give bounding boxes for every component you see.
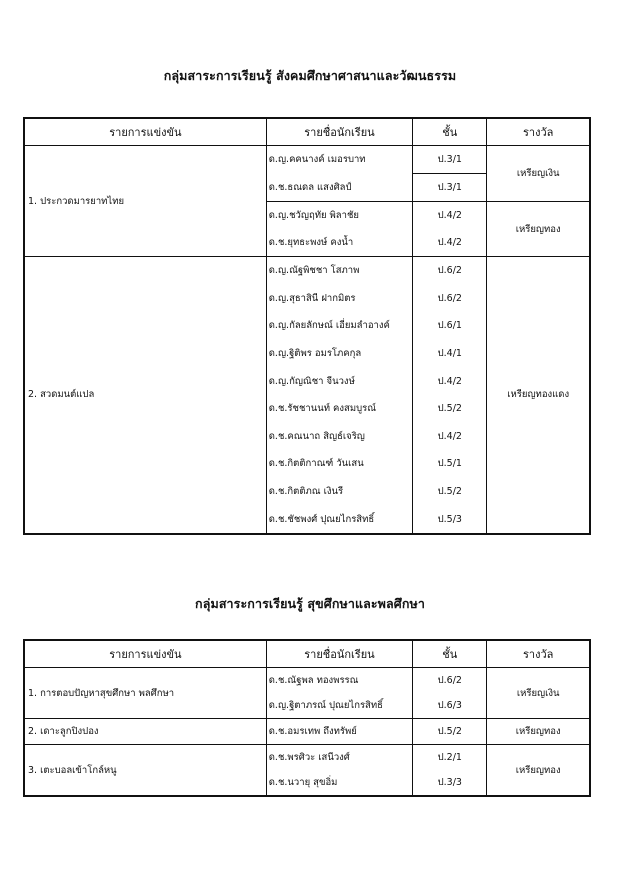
student-grade: ป.3/1 <box>413 146 487 174</box>
section1-title: กลุ่มสาระการเรียนรู้ สังคมศึกษาศาสนาและวัฒนธรรม <box>163 68 457 83</box>
award: เหรียญทอง <box>487 719 590 745</box>
student-name: ด.ญ.กัญณิชา จีนวงษ์ <box>266 367 412 395</box>
student-grade: ป.6/2 <box>413 668 487 694</box>
header-competition: รายการแข่งขัน <box>24 640 266 668</box>
student-name: ด.ญ.กัลยลักษณ์ เอี่ยมลำอางค์ <box>266 312 412 340</box>
student-name: ด.ญ.คคนางค์ เมอรบาท <box>266 146 412 174</box>
student-name: ด.ช.ชัชพงศ์ ปุณยไกรสิทธิ์ <box>266 505 412 534</box>
student-name: ด.ช.ณัฐพล ทองพรรณ <box>266 668 412 694</box>
competition-name: 1. การตอบปัญหาสุขศึกษา พลศึกษา <box>24 668 266 719</box>
table-row <box>24 719 590 745</box>
section2-title: กลุ่มสาระการเรียนรู้ สุขศึกษาและพลศึกษา <box>195 596 425 611</box>
header-student-name: รายชื่อนักเรียน <box>266 118 412 146</box>
section2-table <box>23 639 591 797</box>
header-award: รางวัล <box>487 118 590 146</box>
header-grade: ชั้น <box>413 640 487 668</box>
header-grade: ชั้น <box>413 118 487 146</box>
student-grade: ป.2/1 <box>413 745 487 771</box>
student-grade: ป.6/3 <box>413 693 487 719</box>
student-name: ด.ญ.ฐิติพร อมรโภคกุล <box>266 340 412 368</box>
student-name: ด.ช.กิตติกาณฑ์ วันเสน <box>266 450 412 478</box>
table-row <box>24 257 590 285</box>
student-name: ด.ช.พรศิวะ เสนีวงศ์ <box>266 745 412 771</box>
section1-table <box>23 117 591 535</box>
header-competition: รายการแข่งขัน <box>24 118 266 146</box>
table-header-row <box>24 640 590 668</box>
student-grade: ป.5/1 <box>413 450 487 478</box>
student-grade: ป.6/1 <box>413 312 487 340</box>
student-grade: ป.4/2 <box>413 229 487 257</box>
table-header-row <box>24 118 590 146</box>
student-name: ด.ช.อมรเทพ ถึงทรัพย์ <box>266 719 412 745</box>
student-grade: ป.4/1 <box>413 340 487 368</box>
header-award: รางวัล <box>487 640 590 668</box>
student-grade: ป.6/2 <box>413 257 487 285</box>
student-grade: ป.5/2 <box>413 478 487 506</box>
award: เหรียญทอง <box>487 745 590 797</box>
student-grade: ป.5/3 <box>413 505 487 534</box>
table-row <box>24 146 590 174</box>
award: เหรียญเงิน <box>487 668 590 719</box>
competition-name: 2. เดาะลูกปิงปอง <box>24 719 266 745</box>
student-grade: ป.4/2 <box>413 423 487 451</box>
student-grade: ป.4/2 <box>413 202 487 230</box>
award: เหรียญทองแดง <box>487 257 590 534</box>
student-grade: ป.6/2 <box>413 285 487 313</box>
competition-name: 1. ประกวดมารยาทไทย <box>24 146 266 257</box>
student-name: ด.ญ.สุธาสินี ฝากมิตร <box>266 285 412 313</box>
student-name: ด.ญ.ชวัญฤทัย พิลาชัย <box>266 202 412 230</box>
table-row <box>24 745 590 771</box>
header-student-name: รายชื่อนักเรียน <box>266 640 412 668</box>
competition-name: 3. เตะบอลเข้าโกล์หนู <box>24 745 266 797</box>
table-row <box>24 668 590 694</box>
student-name: ด.ช.นวายุ สุขอิ่ม <box>266 770 412 796</box>
competition-name: 2. สวดมนต์แปล <box>24 257 266 534</box>
student-name: ด.ช.กิตติภณ เงินรี <box>266 478 412 506</box>
student-name: ด.ช.ธณดล แสงศิลป์ <box>266 174 412 202</box>
student-grade: ป.5/2 <box>413 719 487 745</box>
award: เหรียญทอง <box>487 202 590 257</box>
student-grade: ป.3/1 <box>413 174 487 202</box>
student-grade: ป.3/3 <box>413 770 487 796</box>
student-name: ด.ญ.ฐิตาภรณ์ ปุณยไกรสิทธิ์ <box>266 693 412 719</box>
student-name: ด.ญ.ณัฐพิชชา โสภาพ <box>266 257 412 285</box>
student-name: ด.ช.รัชชานนท์ คงสมบูรณ์ <box>266 395 412 423</box>
award: เหรียญเงิน <box>487 146 590 202</box>
student-grade: ป.5/2 <box>413 395 487 423</box>
student-grade: ป.4/2 <box>413 367 487 395</box>
student-name: ด.ช.คณนาถ สิญธ์เจริญ <box>266 423 412 451</box>
student-name: ด.ช.ยุทธะพงษ์ คงน้ำ <box>266 229 412 257</box>
